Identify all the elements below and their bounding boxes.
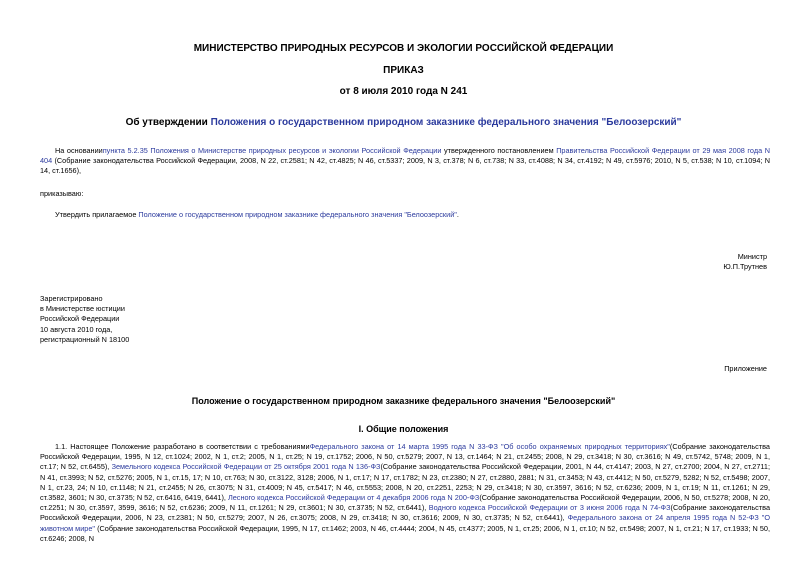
- registration-line: в Министерстве юстиции: [40, 304, 125, 314]
- basis-tail: (Собрание законодательства Российской Федерации, 2008, N 22, ст.2581; N 42, ст.4825; N 46, ст.5337; 2009, N 3, ст.378; N 6, ст.738; N 33, ст.4088; N 34, ст.4192; N 49, ст.5976; 2010, N 5, ст.538; N 10, ст.1094; N 14, ст.1656),: [40, 156, 770, 176]
- body-text: (Собрание законодательства Российской Федерации, 1995, N 12, ст.1024; 2002, N 1, ст.2; 2005, N 1, ст.25; N 19, ст.1752; 2006, N 50, ст.5279; 2007, N 13, ст.1464; N 21, ст.2455; 2008, N 29, ст.3418; N 30, ст.3616; N 49, ст.5742, 5748; 2009, N 1, ст.17; N 52, ст.6455),: [40, 442, 770, 472]
- approve-paragraph: [55, 210, 459, 220]
- approve-tail: .: [456, 210, 459, 219]
- basis-mid: утвержденного постановлением: [441, 146, 557, 155]
- approve-lead: Утвердить прилагаемое: [55, 210, 139, 219]
- doc-type-heading: ПРИКАЗ: [383, 65, 424, 76]
- registration-block: [40, 294, 129, 345]
- body-text: (Собрание законодательства Российской Федерации, 2006, N 23, ст.2381; N 50, ст.5279; 2007, N 26, ст.3075; 2008, N 29, ст.3418; N 30, ст.3616; 2009, N 30, ст.3735; N 52, ст.6441),: [40, 503, 771, 523]
- appendix-label: Приложение: [724, 364, 767, 373]
- order-title-prefix: Об утверждении: [125, 117, 211, 128]
- signature-block: [723, 252, 767, 272]
- registration-line: регистрационный N 18100: [40, 334, 130, 344]
- signature-position: Министр: [737, 252, 767, 261]
- body-text: (Собрание законодательства Российской Федерации, 2001, N 44, ст.4147; 2003, N 27, ст.2700; 2004, N 27, ст.2711; N 41, ст.3993; N 52, ст.5276; 2005, N 1, ст.15, 17; N 10, ст.763; N 30, ст.3122, 3128; 2006, N 1, ст.17; N 17, ст.1782; N 23, ст.2380; N 27, ст.2880, 2881; N 31, ст.3453; N 43, ст.4412; N 50, ст.5279, 5282; N 52, ст.5498; 2007, N 1, ст.23, 24; N 10, ст.1148; N 21, ст.2455; N 26, ст.3075; N 31, ст.4009; N 45, ст.5417; N 46, ст.5553; 2008, N 20, ст.2251, 2253; N 29, ст.3418; N 30, ст.3597, 3616; N 52, ст.6236; 2009, N 1, ст.19; N 11, ст.1261; N 29, ст.3582, 3601; N 30, ст.3735; N 52, ст.6416, 6419, 6441),: [40, 462, 771, 503]
- basis-paragraph: [40, 146, 770, 177]
- link-animal-world-law[interactable]: Федерального закона от 24 апреля 1995 года N 52-ФЗ "О животном мире": [40, 513, 770, 533]
- ministry-heading: МИНИСТЕРСТВО ПРИРОДНЫХ РЕСУРСОВ И ЭКОЛОГИИ РОССИЙСКОЙ ФЕДЕРАЦИИ: [193, 43, 614, 54]
- appendix-title: Положение о государственном природном заказнике федерального значения "Белоозерский": [191, 396, 616, 406]
- body-text: (Собрание законодательства Российской Федерации, 2006, N 50, ст.5278; 2008, N 20, ст.2251; N 30, ст.3597, 3599, 3616; N 52, ст.6236; 2009, N 11, ст.1261; N 29, ст.3601; N 30, ст.3735; N 52, ст.6441),: [40, 493, 770, 513]
- basis-link-regulation[interactable]: пункта 5.2.35 Положения о Министерстве природных ресурсов и экологии Российской Федерации: [102, 146, 442, 155]
- body-text: (Собрание законодательства Российской Федерации, 1995, N 17, ст.1462; 2003, N 46, ст.4444; 2004, N 45, ст.4377; 2005, N 1, ст.25; 2006, N 1, ст.10; N 52, ст.5498; 2007, N 1, ст.21; N 17, ст.1933; N 50, ст.6246; 2008, N: [40, 523, 770, 543]
- body-text: 1.1. Настоящее Положение разработано в соответствии с требованиями: [55, 442, 310, 451]
- link-water-code[interactable]: Водного кодекса Российской Федерации от 3 июня 2006 года N 74-ФЗ: [428, 503, 671, 513]
- order-word: приказываю:: [40, 189, 84, 198]
- order-title-link[interactable]: Положения о государственном природном заказнике федерального значения "Белоозерский": [210, 117, 682, 128]
- link-land-code[interactable]: Земельного кодекса Российской Федерации от 25 октября 2001 года N 136-ФЗ: [111, 462, 381, 472]
- body-paragraph-1-1: [40, 442, 770, 544]
- link-federal-law-33fz[interactable]: Федерального закона от 14 марта 1995 года N 33-ФЗ "Об особо охраняемых природных территориях": [309, 442, 670, 451]
- registration-line: Зарегистрировано: [40, 294, 103, 303]
- basis-link-government-decree[interactable]: Правительства Российской Федерации от 29 мая 2008 года N 404: [40, 146, 770, 166]
- approve-link[interactable]: Положение о государственном природном заказнике федерального значения "Белоозерский": [138, 210, 457, 219]
- registration-line: 10 августа 2010 года,: [40, 324, 113, 334]
- order-title: [0, 117, 807, 128]
- basis-lead: На основании: [55, 146, 103, 155]
- doc-date-number: от 8 июля 2010 года N 241: [339, 86, 468, 97]
- section-title: I. Общие положения: [358, 424, 449, 434]
- registration-line: Российской Федерации: [40, 314, 120, 324]
- link-forest-code[interactable]: Лесного кодекса Российской Федерации от 4 декабря 2006 года N 200-ФЗ: [227, 493, 480, 503]
- signature-name: Ю.П.Трутнев: [723, 262, 767, 272]
